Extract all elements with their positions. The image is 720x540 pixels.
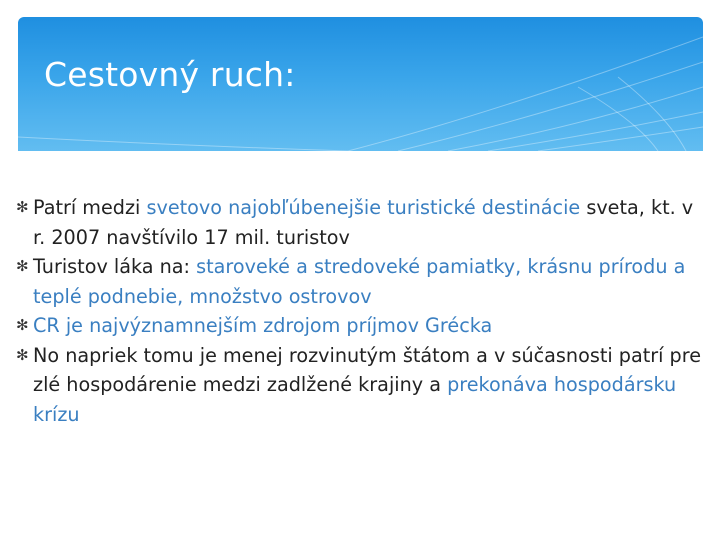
highlighted-text: staroveké a stredoveké pamiatky, krásnu prírodu a teplé podnebie, množstvo ostrovov bbox=[33, 255, 686, 308]
bullet-item bbox=[16, 311, 706, 341]
bullet-text: Turistov láka na: bbox=[33, 255, 197, 278]
bullet-item bbox=[16, 341, 706, 430]
highlighted-text: CR je najvýznamnejším zdrojom príjmov Grécka bbox=[33, 314, 493, 337]
bullet-text: No napriek tomu je menej rozvinutým štátom a v súčasnosti patrí pre zlé hospodárenie medzi zadlžené krajiny a bbox=[33, 343, 702, 396]
title-banner bbox=[18, 17, 703, 151]
bullet-item bbox=[16, 193, 706, 252]
bullet-star-icon: ✻ bbox=[16, 257, 29, 275]
slide-title: Cestovný ruch: bbox=[44, 55, 296, 94]
bullet-text: sveta, kt. v r. 2007 navštívilo 17 mil. turistov bbox=[33, 196, 694, 249]
highlighted-text: svetovo najobľúbenejšie turistické destinácie bbox=[146, 196, 581, 219]
bullet-list bbox=[16, 193, 706, 429]
bullet-text: Patrí medzi bbox=[33, 196, 147, 219]
highlighted-text: prekonáva hospodársku krízu bbox=[33, 373, 677, 426]
bullet-star-icon: ✻ bbox=[16, 316, 29, 334]
bullet-star-icon: ✻ bbox=[16, 198, 29, 216]
bullet-star-icon: ✻ bbox=[16, 345, 29, 364]
bullet-item bbox=[16, 252, 706, 311]
